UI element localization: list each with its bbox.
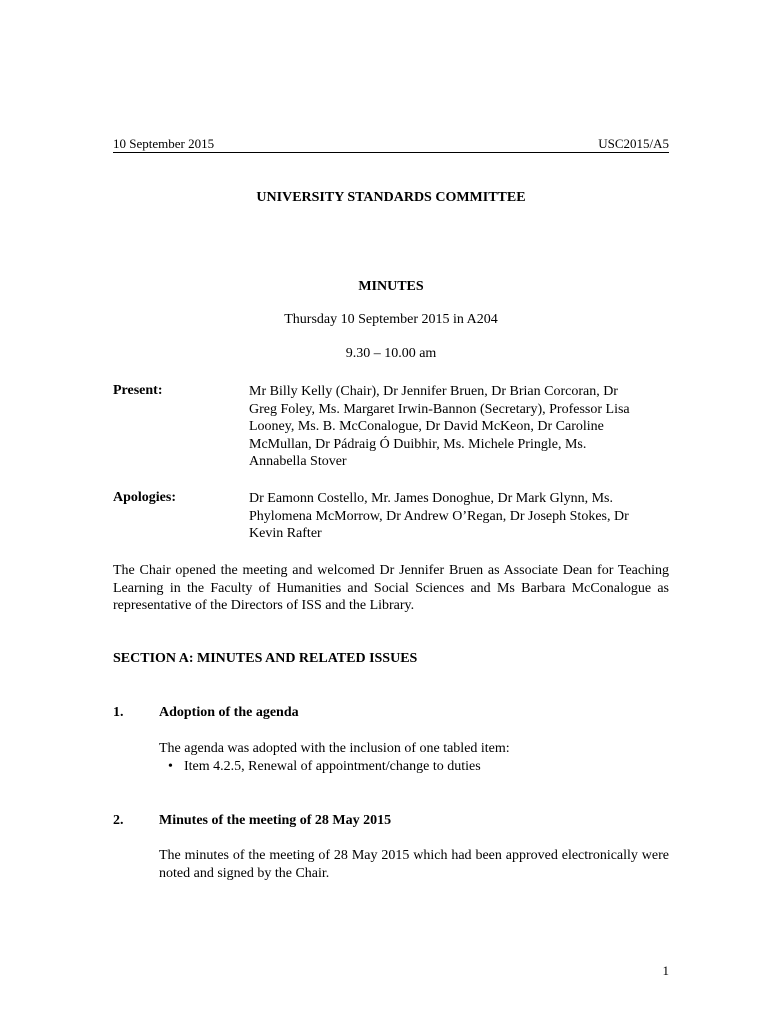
- section-a-heading: SECTION A: MINUTES AND RELATED ISSUES: [113, 651, 418, 666]
- item-number: 2.: [113, 813, 124, 828]
- meeting-date-location: Thursday 10 September 2015 in A204: [284, 312, 498, 327]
- present-line: McMullan, Dr Pádraig Ó Duibhir, Ms. Michele Pringle, Ms.: [249, 436, 587, 452]
- header-reference: USC2015/A5: [598, 136, 669, 151]
- apologies-list: [249, 490, 674, 543]
- apologies-label: Apologies:: [113, 490, 176, 505]
- page-header: [113, 136, 669, 153]
- present-label: Present:: [113, 383, 163, 398]
- page-number: 1: [662, 963, 669, 978]
- item-body: The minutes of the meeting of 28 May 2015 which had been approved electronically were noted and signed by the Chair.: [159, 848, 669, 881]
- apologies-line: Dr Eamonn Costello, Mr. James Donoghue, Dr Mark Glynn, Ms.: [249, 491, 613, 506]
- present-line: Looney, Ms. B. McConalogue, Dr David McKeon, Dr Caroline: [249, 419, 604, 434]
- meeting-time: 9.30 – 10.00 am: [345, 346, 437, 361]
- apologies-line: Kevin Rafter: [249, 526, 322, 541]
- apologies-line: Phylomena McMorrow, Dr Andrew O’Regan, Dr Joseph Stokes, Dr: [249, 508, 629, 524]
- present-line: Mr Billy Kelly (Chair), Dr Jennifer Bruen, Dr Brian Corcoran, Dr: [249, 384, 618, 399]
- bullet-text: Item 4.2.5, Renewal of appointment/change to duties: [184, 759, 481, 774]
- minutes-title: MINUTES: [358, 279, 424, 294]
- item-body: The agenda was adopted with the inclusion of one tabled item:: [159, 741, 510, 756]
- committee-title: UNIVERSITY STANDARDS COMMITTEE: [256, 190, 526, 205]
- item-number: 1.: [113, 705, 124, 720]
- present-line: Annabella Stover: [249, 454, 347, 469]
- item-title: Minutes of the meeting of 28 May 2015: [159, 813, 392, 828]
- intro-paragraph: The Chair opened the meeting and welcomed Dr Jennifer Bruen as Associate Dean for Teaching Learning in the Faculty of Humanities and Social Sciences and Ms Barbara McConalogue as representative of the Directors of ISS and the Library.: [113, 563, 669, 613]
- item-title: Adoption of the agenda: [159, 705, 299, 720]
- header-date: 10 September 2015: [113, 136, 215, 151]
- present-list: [249, 383, 674, 471]
- bullet-icon: •: [168, 759, 173, 774]
- bullet-item: [168, 759, 481, 775]
- present-line: Greg Foley, Ms. Margaret Irwin-Bannon (Secretary), Professor Lisa: [249, 401, 630, 417]
